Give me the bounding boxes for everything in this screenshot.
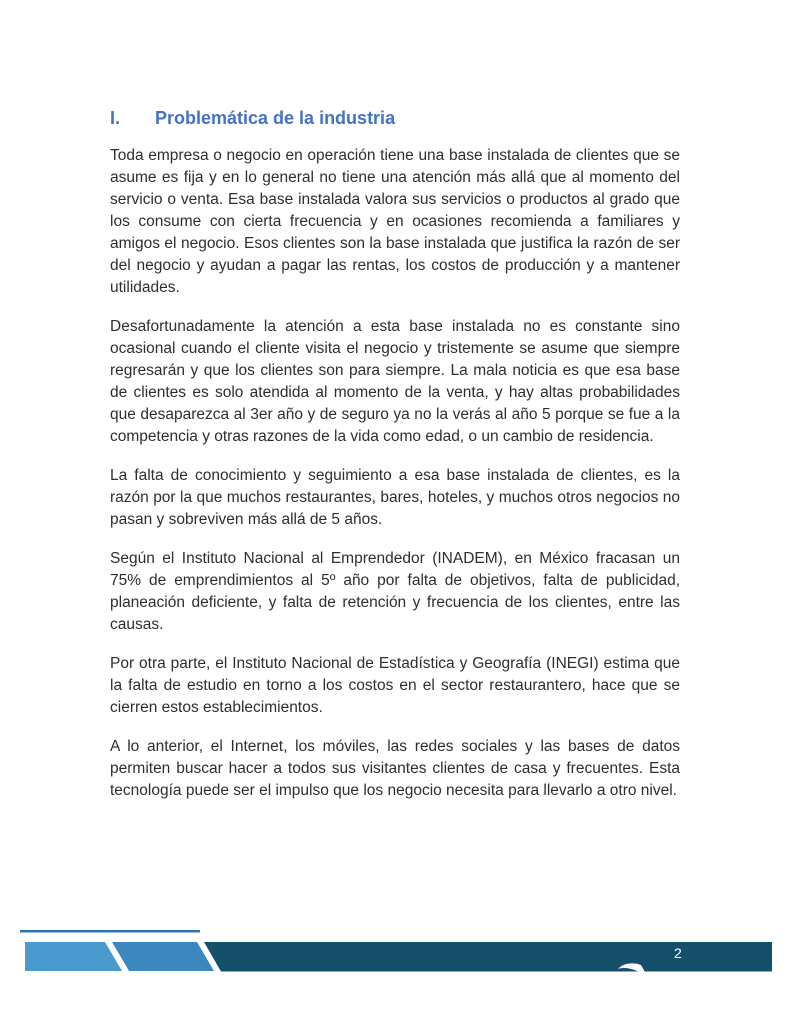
paragraph: Desafortunadamente la atención a esta base instalada no es constante sino ocasional cuando el cliente visita el negocio y tristemente se asume que siempre regresarán y que los clientes son para siempre. La mala noticia es que esa base de clientes es solo atendida al momento de la venta, y hay altas probabilidades que desaparezca al 3er año y de seguro ya no la verás al año 5 porque se fue a la competencia y otras razones de la vida como edad, o un cambio de residencia. (110, 318, 680, 445)
section-heading (110, 106, 680, 130)
paragraph: La falta de conocimiento y seguimiento a esa base instalada de clientes, es la razón por la que muchos restaurantes, bares, hoteles, y muchos otros negocios no pasan y sobreviven más allá de 5 años. (110, 467, 680, 528)
paragraph: Toda empresa o negocio en operación tiene una base instalada de clientes que se asume es fija y en lo general no tiene una atención más allá que al momento del servicio o venta. Esa base instalada valora sus servicios o productos al grado que los consume con cierta frecuencia y en ocasiones recomienda a familiares y amigos el negocio. Esos clientes son la base instalada que justifica la razón de ser del negocio y ayudan a pagar las rentas, los costos de producción y a mantener utilidades. (110, 147, 680, 296)
section-heading-title: Problemática de la industria (155, 108, 396, 128)
footer-stripe-mid (112, 942, 214, 971)
paragraph: A lo anterior, el Internet, los móviles, las redes sociales y las bases de datos permiten buscar hacer a todos sus visitantes clientes de casa y frecuentes. Esta tecnología puede ser el impulso que los negocio necesita para llevarlo a otro nivel. (110, 738, 680, 799)
page-number: 2 (674, 945, 682, 961)
footer-band (204, 942, 772, 972)
page-content (110, 106, 680, 802)
footer-thin-line (20, 930, 200, 933)
paragraph: Según el Instituto Nacional al Emprendedor (INADEM), en México fracasan un 75% de emprendimientos al 5º año por falta de objetivos, falta de publicidad, planeación deficiente, y falta de retención y frecuencia de los clientes, entre las causas. (110, 550, 680, 633)
footer-decoration (0, 924, 791, 1024)
paragraph: Por otra parte, el Instituto Nacional de Estadística y Geografía (INEGI) estima que la falta de estudio en torno a los costos en el sector restaurantero, hace que se cierren estos establecimientos. (110, 655, 680, 716)
section-heading-numeral: I. (110, 108, 121, 128)
body-text (110, 145, 680, 802)
footer-stripe-light (25, 942, 122, 971)
